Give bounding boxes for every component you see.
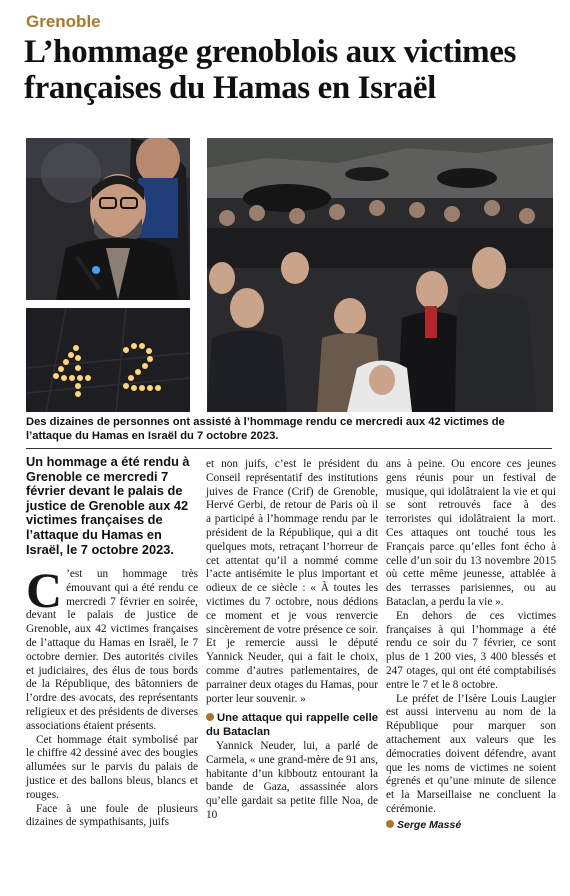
column-3-paragraph-3: Le préfet de l’Isère Louis Laugier est aussi intervenu au nom de la République pour marquer son attachement aux valeurs que les démocraties doivent défendre, avant que les noms de victimes ne soient égrenés et qu’une minute de silence et la Marseillaise ne concluent la cérémonie. [386, 692, 556, 815]
article-column-1 [26, 562, 198, 830]
column-1-paragraph-1: ’est un hommage très émouvant qui a été rendu ce mercredi 7 février en soirée, devant le palais de justice de Grenoble, aux 42 victimes françaises de l’attaque du Hamas en Israël, le 7 octobre dernier. Des autorités civiles et judiciaires, des élus de tous bords de la République, des bâtonniers de l’ordre des avocats, des représentants religieux et des présidents de diverses associations étaient présents. [26, 568, 198, 732]
candles-42-photo [26, 308, 190, 412]
column-3-paragraph-2: En dehors de ces victimes françaises à qui l’hommage a été rendu ce soir du 7 février, ce sont plus de 1 200 vies, 3 400 blessés et 247 otages, qui ont été comptabilisés entre le 7 et le 8 octobre. [386, 609, 556, 691]
photo-caption: Des dizaines de personnes ont assisté à l’hommage rendu ce mercredi aux 42 victimes de l’attaque du Hamas en Israël du 7 octobre 2023. [26, 416, 505, 442]
article-lead: Un hommage a été rendu à Grenoble ce mercredi 7 février devant le palais de justice de Grenoble aux 42 victimes françaises de l’attaque du Hamas en Israël, le 7 octobre 2023. [26, 454, 190, 557]
section-kicker: Grenoble [26, 12, 101, 31]
column-2-paragraph-2: Yannick Neuder, lui, a parlé de Carmela, « une grand-mère de 91 ans, habitante d’un kibboutz entourant la bande de Gaza, assassinée alors qu’elle gardait sa petite fille Noa, de 10 [206, 739, 378, 821]
author-signature: Serge Massé [386, 819, 556, 833]
article-subheading: Une attaque qui rappelle celle du Bataclan [206, 712, 378, 739]
bullet-icon [386, 820, 394, 828]
column-1-paragraph-2: Cet hommage était symbolisé par le chiffre 42 dessiné avec des bougies allumées sur le parvis du palais de justice et des ballons bleus, blancs et rouges. [26, 733, 198, 801]
dropcap-letter: C [26, 562, 63, 618]
crowd-photo [207, 138, 553, 412]
article-column-2 [206, 458, 378, 823]
article-column-3 [386, 458, 556, 833]
speaker-photo [26, 138, 190, 300]
column-2-paragraph-1: et non juifs, c’est le président du Conseil représentatif des institutions juives de France (Crif) de Grenoble, Hervé Gerbi, de retour de Paris où il a participé à l’hommage rendu par le président de la République, qui a dit quelques mots, retraçant l’horreur de cet attentat qu’il a nommé comme l’acte antisémite le plus important et odieux de ce siècle : « À toutes les victimes du 7 octobre, nous dédions ce moment et je vous renvercie sincèrement de votre présence ce soir. Et je remercie aussi le député Yannick Neuder, qui a fait le choix, comme d’autres parlementaires, de parrainer deux otages du Hamas, pour porter leur souvenir. » [206, 458, 378, 705]
article-headline: L’hommage grenoblois aux victimes françaises du Hamas en Israël [24, 34, 516, 106]
bullet-icon [206, 713, 214, 721]
column-1-paragraph-3: Face à une foule de plusieurs dizaines de sympathisants, juifs [26, 802, 198, 829]
column-3-paragraph-1: ans à peine. Ou encore ces jeunes gens réunis pour un festival de musique, qui idolâtraient la vie et qui se sont retrouvés face à des terroristes qui idolâtraient la mort. Ces attaques ont touché tous les Français parce qu’elles font écho à celle d’un soir du 13 novembre 2015 où cette même jeunesse, attablée à des terrasses parisiennes, ou au Bataclan, a perdu la vie ». [386, 458, 556, 608]
caption-divider [26, 448, 552, 449]
